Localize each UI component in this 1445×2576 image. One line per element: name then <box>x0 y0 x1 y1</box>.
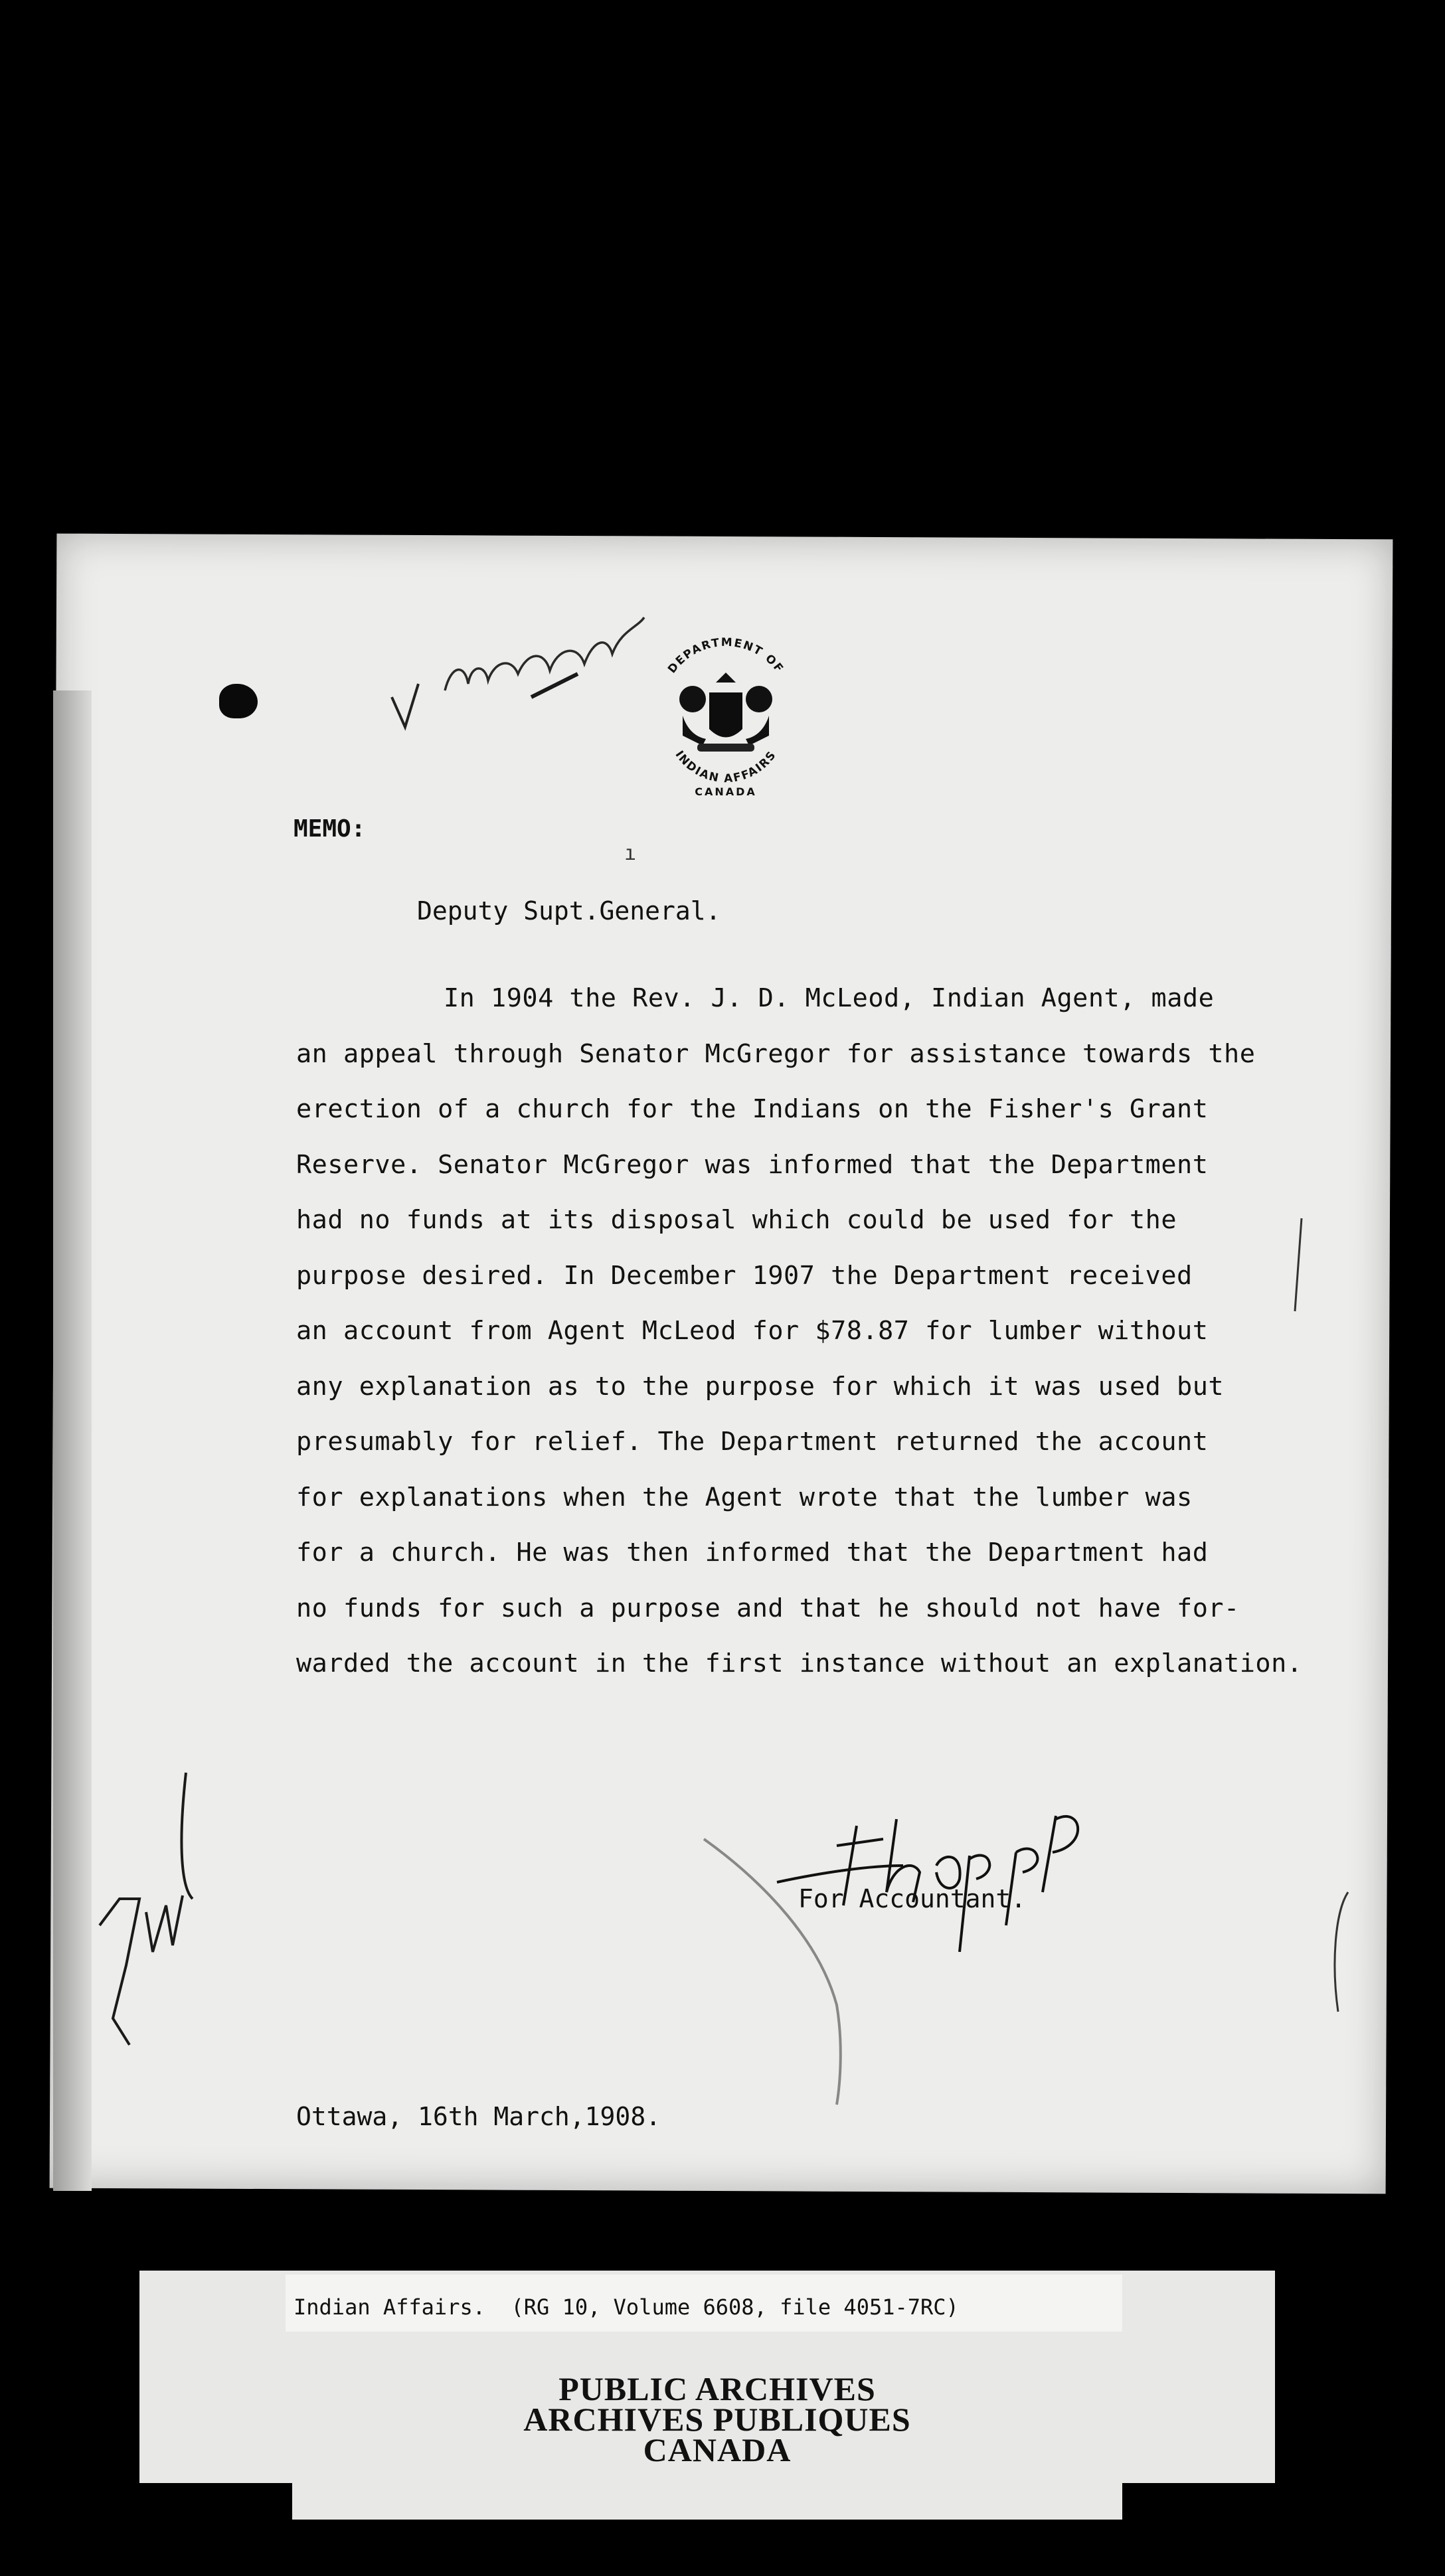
stamp-line: PUBLIC ARCHIVES <box>558 2370 876 2407</box>
body-line: any explanation as to the purpose for which it was used but <box>296 1371 1225 1402</box>
body-line: for a church. He was then informed that the Department had <box>296 1538 1209 1568</box>
body-line: Reserve. Senator McGregor was informed that the Department <box>296 1149 1209 1180</box>
stamp-line: CANADA <box>643 2431 792 2468</box>
body-line: warded the account in the first instance without an explanation. <box>296 1649 1303 1678</box>
body-line: erection of a church for the Indians on the Fisher's Grant <box>296 1094 1209 1124</box>
edge-mark <box>1321 1886 1361 2018</box>
body-line: In 1904 the Rev. J. D. McLeod, Indian Agent, made <box>444 983 1215 1013</box>
handwritten-annotation-macdonald <box>379 611 657 744</box>
body-line: purpose desired. In December 1907 the Department received <box>296 1260 1193 1291</box>
handwritten-initials <box>80 1766 212 2065</box>
body-line: an account from Agent McLeod for $78.87 for lumber without <box>296 1316 1209 1346</box>
public-archives-stamp <box>452 2370 983 2468</box>
body-line: had no funds at its disposal which could be used for the <box>296 1205 1177 1235</box>
margin-mark <box>1288 1215 1308 1315</box>
body-line: presumably for relief. The Department returned the account <box>296 1427 1209 1457</box>
signature-label: For Accountant. <box>798 1884 1027 1913</box>
svg-text:INDIAN AFFAIRS: INDIAN AFFAIRS <box>672 748 780 786</box>
memo-label: MEMO: <box>294 815 366 843</box>
tick-mark: ı <box>624 842 637 865</box>
addressee: Deputy Supt.General. <box>417 896 721 926</box>
department-seal-icon <box>643 629 809 802</box>
body-line: for explanations when the Agent wrote that the lumber was <box>296 1482 1193 1512</box>
stamp-line: ARCHIVES PUBLIQUES <box>523 2401 911 2438</box>
svg-text:DEPARTMENT OF: DEPARTMENT OF <box>665 635 787 677</box>
pencil-stroke <box>697 1832 863 2111</box>
archive-reference: Indian Affairs. (RG 10, Volume 6608, file 4051-7RC) <box>294 2294 959 2320</box>
date-line: Ottawa, 16th March,1908. <box>296 2102 661 2131</box>
svg-text:CANADA: CANADA <box>695 785 757 798</box>
body-line: no funds for such a purpose and that he should not have for- <box>296 1593 1240 1623</box>
body-line: an appeal through Senator McGregor for assistance towards the <box>296 1038 1256 1069</box>
punch-hole <box>219 684 258 718</box>
archive-label-strip <box>292 2480 1122 2520</box>
memo-body <box>296 971 1385 1692</box>
